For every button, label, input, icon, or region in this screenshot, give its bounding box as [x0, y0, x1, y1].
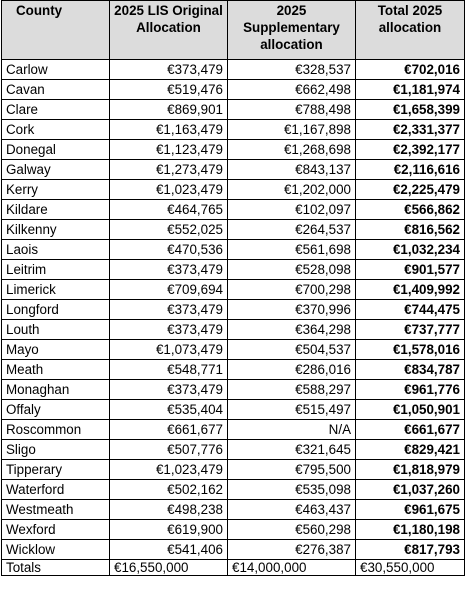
- total-allocation-cell: €834,787: [356, 360, 465, 380]
- table-row: [2, 340, 465, 360]
- table-row: [2, 520, 465, 540]
- original-allocation-cell: €470,536: [110, 240, 228, 260]
- totals-total: €30,550,000: [356, 560, 465, 576]
- total-allocation-cell: €702,016: [356, 60, 465, 80]
- supplementary-allocation-cell: €102,097: [228, 200, 356, 220]
- county-cell: Westmeath: [2, 500, 110, 520]
- total-allocation-cell: €1,050,901: [356, 400, 465, 420]
- county-cell: Carlow: [2, 60, 110, 80]
- total-allocation-cell: €1,818,979: [356, 460, 465, 480]
- original-allocation-cell: €373,479: [110, 60, 228, 80]
- total-allocation-cell: €1,409,992: [356, 280, 465, 300]
- total-allocation-cell: €829,421: [356, 440, 465, 460]
- county-cell: Waterford: [2, 480, 110, 500]
- supplementary-allocation-cell: €788,498: [228, 100, 356, 120]
- supplementary-allocation-cell: €463,437: [228, 500, 356, 520]
- table-body: [2, 60, 465, 560]
- original-allocation-cell: €1,163,479: [110, 120, 228, 140]
- supplementary-allocation-cell: €662,498: [228, 80, 356, 100]
- original-allocation-cell: €1,073,479: [110, 340, 228, 360]
- table-row: [2, 260, 465, 280]
- original-allocation-cell: €373,479: [110, 260, 228, 280]
- county-cell: Donegal: [2, 140, 110, 160]
- column-header-original-allocation: 2025 LIS Original Allocation: [110, 1, 228, 60]
- supplementary-allocation-cell: €535,098: [228, 480, 356, 500]
- table-row: [2, 120, 465, 140]
- county-cell: Monaghan: [2, 380, 110, 400]
- original-allocation-cell: €661,677: [110, 420, 228, 440]
- total-allocation-cell: €1,578,016: [356, 340, 465, 360]
- total-allocation-cell: €1,658,399: [356, 100, 465, 120]
- original-allocation-cell: €869,901: [110, 100, 228, 120]
- county-cell: Louth: [2, 320, 110, 340]
- original-allocation-cell: €507,776: [110, 440, 228, 460]
- supplementary-allocation-cell: €700,298: [228, 280, 356, 300]
- original-allocation-cell: €548,771: [110, 360, 228, 380]
- table-row: [2, 360, 465, 380]
- supplementary-allocation-cell: €561,698: [228, 240, 356, 260]
- table-row: [2, 180, 465, 200]
- table-row: [2, 240, 465, 260]
- total-allocation-cell: €961,776: [356, 380, 465, 400]
- supplementary-allocation-cell: €504,537: [228, 340, 356, 360]
- county-cell: Cork: [2, 120, 110, 140]
- original-allocation-cell: €1,023,479: [110, 460, 228, 480]
- original-allocation-cell: €373,479: [110, 300, 228, 320]
- totals-label: Totals: [2, 560, 110, 576]
- table-row: [2, 200, 465, 220]
- supplementary-allocation-cell: €321,645: [228, 440, 356, 460]
- table-row: [2, 320, 465, 340]
- original-allocation-cell: €373,479: [110, 320, 228, 340]
- original-allocation-cell: €619,900: [110, 520, 228, 540]
- total-allocation-cell: €566,862: [356, 200, 465, 220]
- column-header-county: County: [2, 1, 110, 60]
- original-allocation-cell: €1,023,479: [110, 180, 228, 200]
- table-footer: [2, 560, 465, 576]
- header-row: [2, 1, 465, 60]
- table-row: [2, 440, 465, 460]
- table-row: [2, 100, 465, 120]
- original-allocation-cell: €464,765: [110, 200, 228, 220]
- table-row: [2, 380, 465, 400]
- total-allocation-cell: €661,677: [356, 420, 465, 440]
- county-cell: Longford: [2, 300, 110, 320]
- supplementary-allocation-cell: N/A: [228, 420, 356, 440]
- supplementary-allocation-cell: €588,297: [228, 380, 356, 400]
- table-row: [2, 280, 465, 300]
- total-allocation-cell: €1,181,974: [356, 80, 465, 100]
- original-allocation-cell: €535,404: [110, 400, 228, 420]
- table-row: [2, 140, 465, 160]
- total-allocation-cell: €816,562: [356, 220, 465, 240]
- column-header-supplementary-allocation: 2025 Supplementary allocation: [228, 1, 356, 60]
- county-cell: Clare: [2, 100, 110, 120]
- allocation-table: [1, 0, 465, 576]
- supplementary-allocation-cell: €328,537: [228, 60, 356, 80]
- table-row: [2, 460, 465, 480]
- original-allocation-cell: €1,123,479: [110, 140, 228, 160]
- county-cell: Laois: [2, 240, 110, 260]
- county-cell: Cavan: [2, 80, 110, 100]
- supplementary-allocation-cell: €370,996: [228, 300, 356, 320]
- county-cell: Mayo: [2, 340, 110, 360]
- original-allocation-cell: €541,406: [110, 540, 228, 560]
- total-allocation-cell: €2,225,479: [356, 180, 465, 200]
- supplementary-allocation-cell: €286,016: [228, 360, 356, 380]
- total-allocation-cell: €1,037,260: [356, 480, 465, 500]
- table-row: [2, 80, 465, 100]
- county-cell: Galway: [2, 160, 110, 180]
- total-allocation-cell: €744,475: [356, 300, 465, 320]
- original-allocation-cell: €498,238: [110, 500, 228, 520]
- original-allocation-cell: €373,479: [110, 380, 228, 400]
- total-allocation-cell: €737,777: [356, 320, 465, 340]
- column-header-total-allocation: Total 2025 allocation: [356, 1, 465, 60]
- supplementary-allocation-cell: €276,387: [228, 540, 356, 560]
- county-cell: Roscommon: [2, 420, 110, 440]
- county-cell: Leitrim: [2, 260, 110, 280]
- totals-row: [2, 560, 465, 576]
- supplementary-allocation-cell: €1,202,000: [228, 180, 356, 200]
- supplementary-allocation-cell: €515,497: [228, 400, 356, 420]
- original-allocation-cell: €519,476: [110, 80, 228, 100]
- county-cell: Tipperary: [2, 460, 110, 480]
- table-row: [2, 540, 465, 560]
- county-cell: Kilkenny: [2, 220, 110, 240]
- supplementary-allocation-cell: €264,537: [228, 220, 356, 240]
- original-allocation-cell: €709,694: [110, 280, 228, 300]
- supplementary-allocation-cell: €843,137: [228, 160, 356, 180]
- table-row: [2, 160, 465, 180]
- supplementary-allocation-cell: €364,298: [228, 320, 356, 340]
- total-allocation-cell: €2,392,177: [356, 140, 465, 160]
- total-allocation-cell: €901,577: [356, 260, 465, 280]
- county-cell: Kildare: [2, 200, 110, 220]
- total-allocation-cell: €2,331,377: [356, 120, 465, 140]
- table-row: [2, 480, 465, 500]
- table-header: [2, 1, 465, 60]
- original-allocation-cell: €552,025: [110, 220, 228, 240]
- table-row: [2, 420, 465, 440]
- supplementary-allocation-cell: €560,298: [228, 520, 356, 540]
- county-cell: Wexford: [2, 520, 110, 540]
- original-allocation-cell: €1,273,479: [110, 160, 228, 180]
- table-row: [2, 220, 465, 240]
- supplementary-allocation-cell: €1,268,698: [228, 140, 356, 160]
- table-row: [2, 500, 465, 520]
- county-cell: Sligo: [2, 440, 110, 460]
- totals-original: €16,550,000: [110, 560, 228, 576]
- county-cell: Limerick: [2, 280, 110, 300]
- table-row: [2, 300, 465, 320]
- table-row: [2, 400, 465, 420]
- county-cell: Kerry: [2, 180, 110, 200]
- supplementary-allocation-cell: €528,098: [228, 260, 356, 280]
- original-allocation-cell: €502,162: [110, 480, 228, 500]
- total-allocation-cell: €1,180,198: [356, 520, 465, 540]
- county-cell: Wicklow: [2, 540, 110, 560]
- table-row: [2, 60, 465, 80]
- total-allocation-cell: €1,032,234: [356, 240, 465, 260]
- totals-supplementary: €14,000,000: [228, 560, 356, 576]
- supplementary-allocation-cell: €1,167,898: [228, 120, 356, 140]
- supplementary-allocation-cell: €795,500: [228, 460, 356, 480]
- county-cell: Offaly: [2, 400, 110, 420]
- total-allocation-cell: €817,793: [356, 540, 465, 560]
- county-cell: Meath: [2, 360, 110, 380]
- total-allocation-cell: €2,116,616: [356, 160, 465, 180]
- total-allocation-cell: €961,675: [356, 500, 465, 520]
